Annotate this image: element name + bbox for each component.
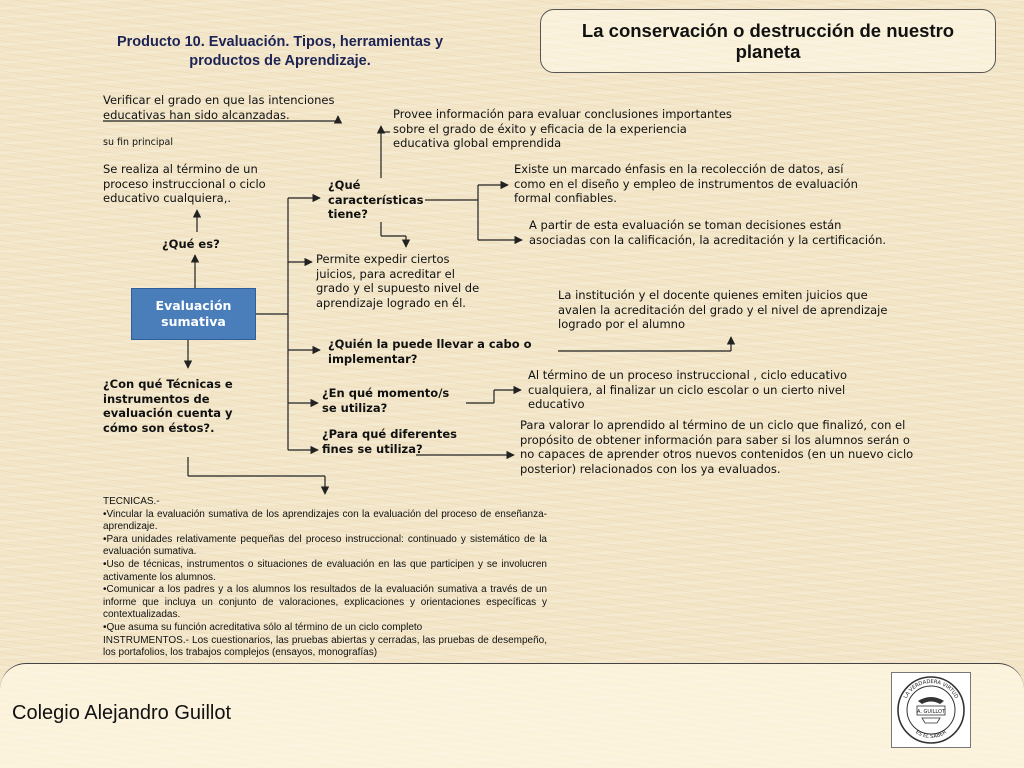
tecnicas-item: •Vincular la evaluación sumativa de los aprendizajes con la evaluación del proceso de enseñanza-aprendizaje. <box>103 508 547 533</box>
node-momento-q: ¿En qué momento/s se utiliza? <box>322 386 450 415</box>
node-quien-q: ¿Quién la puede llevar a cabo o implementar? <box>328 337 532 366</box>
tecnicas-item: •Para unidades relativamente pequeñas del proceso instruccional: continuado y sistemático de la evaluación sumativa. <box>103 533 547 558</box>
instrumentos-text: INSTRUMENTOS.- Los cuestionarios, las pruebas abiertas y cerradas, las pruebas de desempeño, los portafolios, los trabajos complejos (ensayos, monografías) <box>103 634 547 659</box>
page-title: La conservación o destrucción de nuestro planeta <box>581 20 955 62</box>
svg-text:ES EL SABER: ES EL SABER <box>914 729 948 741</box>
node-definicion: Verificar el grado en que las intenciones educativas han sido alcanzadas. <box>103 93 335 122</box>
node-decisiones: A partir de esta evaluación se toman decisiones están asociadas con la calificación, la acreditación y la certificación. <box>529 218 887 247</box>
node-fin-label: su fin principal <box>103 137 173 148</box>
node-que-es: ¿Qué es? <box>162 237 220 251</box>
node-expedir-juicios: Permite expedir ciertos juicios, para acreditar el grado y el supuesto nivel de aprendizaje logrado en él. <box>316 252 480 310</box>
node-fines-q: ¿Para qué diferentes fines se utiliza? <box>322 427 457 456</box>
subtitle: Producto 10. Evaluación. Tipos, herramientas y productos de Aprendizaje. <box>116 34 444 69</box>
node-tecnicas-q: ¿Con qué Técnicas e instrumentos de evaluación cuenta y cómo son éstos?. <box>103 377 233 435</box>
tecnicas-block <box>103 496 547 660</box>
tecnicas-item: •Que asuma su función acreditativa sólo al término de un ciclo completo <box>103 621 423 633</box>
central-node-evaluacion-sumativa: Evaluación sumativa <box>131 288 256 340</box>
school-name: Colegio Alejandro Guillot <box>12 702 232 724</box>
tecnicas-item: •Comunicar a los padres y a los alumnos los resultados de la evaluación sumativa a través de un informe que incluya un conjunto de valoraciones, explicaciones y orientaciones específicas y contextualizadas. <box>103 584 547 621</box>
school-seal-logo <box>891 672 971 748</box>
tecnicas-heading: TECNICAS.- <box>103 496 160 507</box>
node-caracteristicas-q: ¿Qué características tiene? <box>328 178 424 221</box>
title-box <box>540 9 996 73</box>
tecnicas-item: •Uso de técnicas, instrumentos o situaciones de evaluación en las que participen y se involucren activamente los alumnos. <box>103 558 547 583</box>
svg-text:LA VERDADERA VIRTUD: LA VERDADERA VIRTUD <box>902 678 960 700</box>
node-provee-info: Provee información para evaluar conclusiones importantes sobre el grado de éxito y eficacia de la experiencia educativa global emprendida <box>393 107 732 150</box>
node-institucion: La institución y el docente quienes emiten juicios que avalen la acreditación del grado y el nivel de aprendizaje logrado por el alumno <box>558 288 888 331</box>
node-fines-a: Para valorar lo aprendido al término de un ciclo que finalizó, con el propósito de obtener información para saber si los alumnos serán o no capaces de aprender otros nuevos contenidos (en un nuevo ciclo posterior) relacionados con los ya evaluados. <box>520 418 914 476</box>
node-momento-a: Al término de un proceso instruccional , ciclo educativo cualquiera, al finalizar un ciclo escolar o un cierto nivel educativo <box>528 368 848 411</box>
svg-text:A. GUILLOT: A. GUILLOT <box>917 709 945 715</box>
node-enfasis: Existe un marcado énfasis en la recolección de datos, así como en el diseño y empleo de instrumentos de evaluación formal confiables. <box>514 162 858 205</box>
node-cuando-se-realiza: Se realiza al término de un proceso instruccional o ciclo educativo cualquiera,. <box>103 162 266 205</box>
seal-icon <box>892 673 970 747</box>
